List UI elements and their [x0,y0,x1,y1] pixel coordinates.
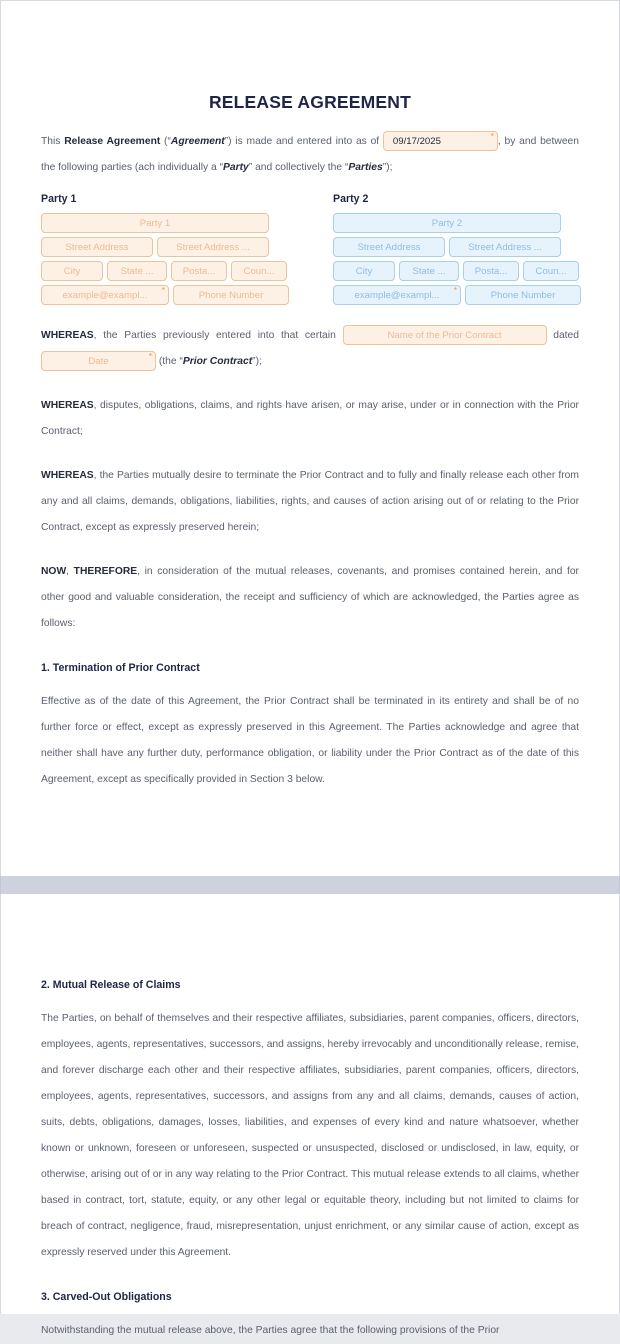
party-1-locality-row [41,261,289,281]
agreement-date-field[interactable] [383,131,498,151]
recital-2-text: , disputes, obligations, claims, and rights have arisen, or may arise, under or in connection with the Prior Contract; [41,400,579,437]
intro-text-h: ” and collectively the “ [248,162,349,173]
recital-3-text: , the Parties mutually desire to terminate the Prior Contract and to fully and finally release each other from any and all claims, demands, obligations, liabilities, rights, and causes of action arising out of or relating to the Prior Contract, except as expressly preserved herein; [41,470,579,533]
intro-text-e: ”) is made and entered into as of [224,136,383,147]
party-2-street1-placeholder: Street Address [357,242,421,253]
party-1-contact-row [41,285,289,305]
section-3-body: Notwithstanding the mutual release above, the Parties agree that the following provisions of the Prior [41,1325,500,1336]
required-marker-icon: * [453,286,457,295]
party-1-name-placeholder: Party 1 [139,218,171,229]
now-therefore-text: , in consideration of the mutual releases, covenants, and promises contained herein, and for other good and valuable consideration, the receipt and sufficiency of which are acknowledged, the Parties agree as follows: [41,566,579,629]
recital-1-term-prior-contract: Prior Contract [182,356,253,367]
recital-1-tail-c: ”); [252,356,262,367]
party-2-label: Party 2 [333,193,369,205]
party-2-email-placeholder: example@exampl... [354,290,440,301]
party-2-city-field[interactable] [333,261,395,281]
recital-3-lead: WHEREAS [41,470,94,481]
agreement-date-value: 09/17/2025 [392,136,441,148]
party-2-street2-placeholder: Street Address ... [468,242,542,253]
parties-section [41,181,579,309]
party-1-state-field[interactable] [107,261,167,281]
intro-text-a: This [41,136,65,147]
party-2-street-row [333,237,581,257]
party-1-state-placeholder: State ... [120,266,154,277]
party-1-postal-placeholder: Posta... [182,266,216,277]
prior-contract-date-field[interactable] [41,351,156,371]
party-1-city-placeholder: City [63,266,81,277]
now-therefore-lead-now: NOW [41,566,67,577]
party-1-email-placeholder: example@exampl... [62,290,148,301]
party-2-contact-row [333,285,581,305]
party-1-block [41,193,289,309]
prior-contract-name-placeholder: Name of the Prior Contract [387,330,502,342]
now-therefore-paragraph [41,559,579,637]
party-1-city-field[interactable] [41,261,103,281]
recital-1 [41,309,579,375]
intro-term-parties: Parties [348,162,383,173]
intro-text-f: , by and between the following parties (ach individually a “ [41,136,579,173]
party-1-name-field[interactable] [41,213,269,233]
party-2-name-placeholder: Party 2 [431,218,463,229]
party-2-street1-field[interactable] [333,237,445,257]
section-3-heading: 3. Carved-Out Obligations [41,1291,172,1303]
required-marker-icon: * [490,132,494,142]
recital-1-dated: dated [546,330,579,341]
party-2-block [333,193,581,309]
party-2-postal-placeholder: Posta... [474,266,508,277]
recital-2-paragraph [41,393,579,445]
party-1-street1-field[interactable] [41,237,153,257]
prior-contract-date-placeholder: Date [88,356,109,368]
prior-contract-name-field[interactable] [343,325,547,345]
required-marker-icon: * [148,352,152,362]
party-1-phone-field[interactable] [173,285,289,305]
party-1-country-placeholder: Coun... [243,266,275,277]
party-2-locality-row [333,261,581,281]
section-2-body: The Parties, on behalf of themselves and their respective affiliates, subsidiaries, parent companies, officers, directors, employees, agents, representatives, successors, and assigns, hereby irrevocably and unconditionally release, remise, and forever discharge each other and their respective affiliates, subsidiaries, parent companies, officers, directors, employees, agents, representatives, successors, and assigns from any and all claims, demands, causes of action, suits, debts, obligations, damages, losses, liabilities, and expenses of every kind and nature whatsoever, whether known or unknown, foreseen or unforeseen, suspected or unsuspected, disclosed or undisclosed, in law, equity, or otherwise, arising out of or in any way relating to the Prior Contract. This mutual release extends to all claims, whether based in contract, tort, statute, equity, or any other legal or equitable theory, including but not limited to claims for breach of contract, negligence, fraud, misrepresentation, unjust enrichment, or any similar cause of action, except as expressly reserved under this Agreement. [41,1013,579,1258]
now-therefore-lead-therefore: THEREFORE [73,566,138,577]
intro-text-j: ”); [382,162,393,173]
party-2-street2-field[interactable] [449,237,561,257]
recital-1-mid: , the Parties previously entered into that certain [93,330,343,341]
party-1-label: Party 1 [41,193,77,205]
document-page-2 [0,894,620,1336]
party-1-phone-placeholder: Phone Number [198,290,264,301]
party-1-email-field[interactable] [41,285,169,305]
intro-paragraph [41,113,579,181]
party-1-street1-placeholder: Street Address [65,242,129,253]
page-break-divider [0,876,620,894]
intro-text-c: (“ [160,136,171,147]
party-2-name-row [333,213,581,233]
intro-term-agreement-quoted: Agreement [170,136,225,147]
party-1-street-row [41,237,289,257]
party-1-street2-field[interactable] [157,237,269,257]
party-2-state-field[interactable] [399,261,459,281]
party-2-postal-field[interactable] [463,261,519,281]
party-2-email-field[interactable] [333,285,461,305]
page-title: RELEASE AGREEMENT [208,92,412,112]
party-1-name-row [41,213,289,233]
section-1-heading: 1. Termination of Prior Contract [41,662,200,674]
required-marker-icon: * [161,286,165,295]
party-2-name-field[interactable] [333,213,561,233]
party-2-city-placeholder: City [355,266,373,277]
recital-3-paragraph [41,463,579,541]
party-1-country-field[interactable] [231,261,287,281]
recital-1-paragraph [41,323,579,375]
recital-1-tail-a: (the “ [156,356,183,367]
intro-term-party: Party [223,162,249,173]
now-therefore-sep: , [66,566,74,577]
party-2-state-placeholder: State ... [412,266,446,277]
intro-term-agreement: Release Agreement [64,136,161,147]
party-2-country-placeholder: Coun... [535,266,567,277]
party-2-phone-field[interactable] [465,285,581,305]
section-1-body: Effective as of the date of this Agreement, the Prior Contract shall be terminated in its entirety and shall be of no further force or effect, except as expressly preserved in this Agreement. The Parties acknowledge and agree that neither shall have any further duty, performance obligation, or liability under the Prior Contract as of the date of this Agreement, except as specifically provided in Section 3 below. [41,696,579,785]
recital-1-lead: WHEREAS [41,330,94,341]
party-1-street2-placeholder: Street Address ... [176,242,250,253]
party-2-country-field[interactable] [523,261,579,281]
recital-2-lead: WHEREAS [41,400,94,411]
party-1-postal-field[interactable] [171,261,227,281]
section-2-heading: 2. Mutual Release of Claims [41,979,181,991]
party-2-phone-placeholder: Phone Number [490,290,556,301]
